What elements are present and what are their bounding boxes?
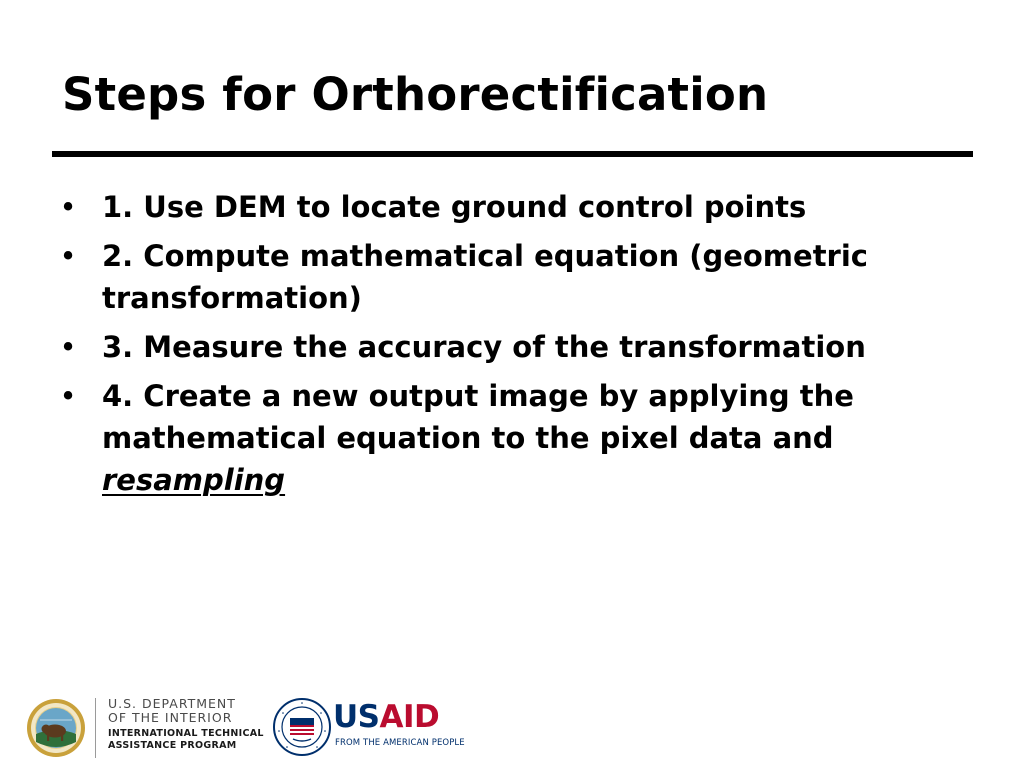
usaid-tagline: FROM THE AMERICAN PEOPLE	[335, 738, 465, 748]
usaid-seal-icon	[273, 698, 331, 756]
bullet-marker: •	[59, 239, 77, 273]
bullet-text: 1. Use DEM to locate ground control points	[102, 190, 807, 224]
bullet-item-1	[58, 186, 938, 228]
doi-line-3: INTERNATIONAL TECHNICAL	[108, 728, 264, 739]
doi-line-1: U.S. DEPARTMENT	[108, 696, 236, 711]
doi-line-4: ASSISTANCE PROGRAM	[108, 740, 237, 751]
usaid-wordmark	[333, 700, 439, 734]
slide-title: Steps for Orthorectification	[62, 68, 769, 121]
bullet-text: 4. Create a new output image by applying the mathematical equation to the pixel data and	[102, 379, 854, 455]
logo-divider	[95, 698, 96, 758]
bullet-item-3	[58, 326, 938, 368]
usaid-word-us: US	[333, 699, 380, 735]
footer-logos	[0, 690, 1024, 768]
doi-logo-text	[108, 697, 264, 752]
bullet-marker: •	[59, 190, 77, 224]
title-underline-rule	[52, 151, 973, 157]
bullet-marker: •	[59, 379, 77, 413]
usaid-word-aid: AID	[379, 699, 440, 735]
bullet-text: 2. Compute mathematical equation (geometric transformation)	[102, 239, 868, 315]
bullet-item-4	[58, 375, 938, 501]
bullet-list	[58, 186, 938, 508]
bullet-text: 3. Measure the accuracy of the transformation	[102, 330, 866, 364]
doi-seal-icon	[26, 698, 86, 758]
bullet-marker: •	[59, 330, 77, 364]
doi-line-2: OF THE INTERIOR	[108, 710, 233, 725]
bullet-item-2	[58, 235, 938, 319]
bullet-emphasis-resampling: resampling	[102, 463, 286, 497]
